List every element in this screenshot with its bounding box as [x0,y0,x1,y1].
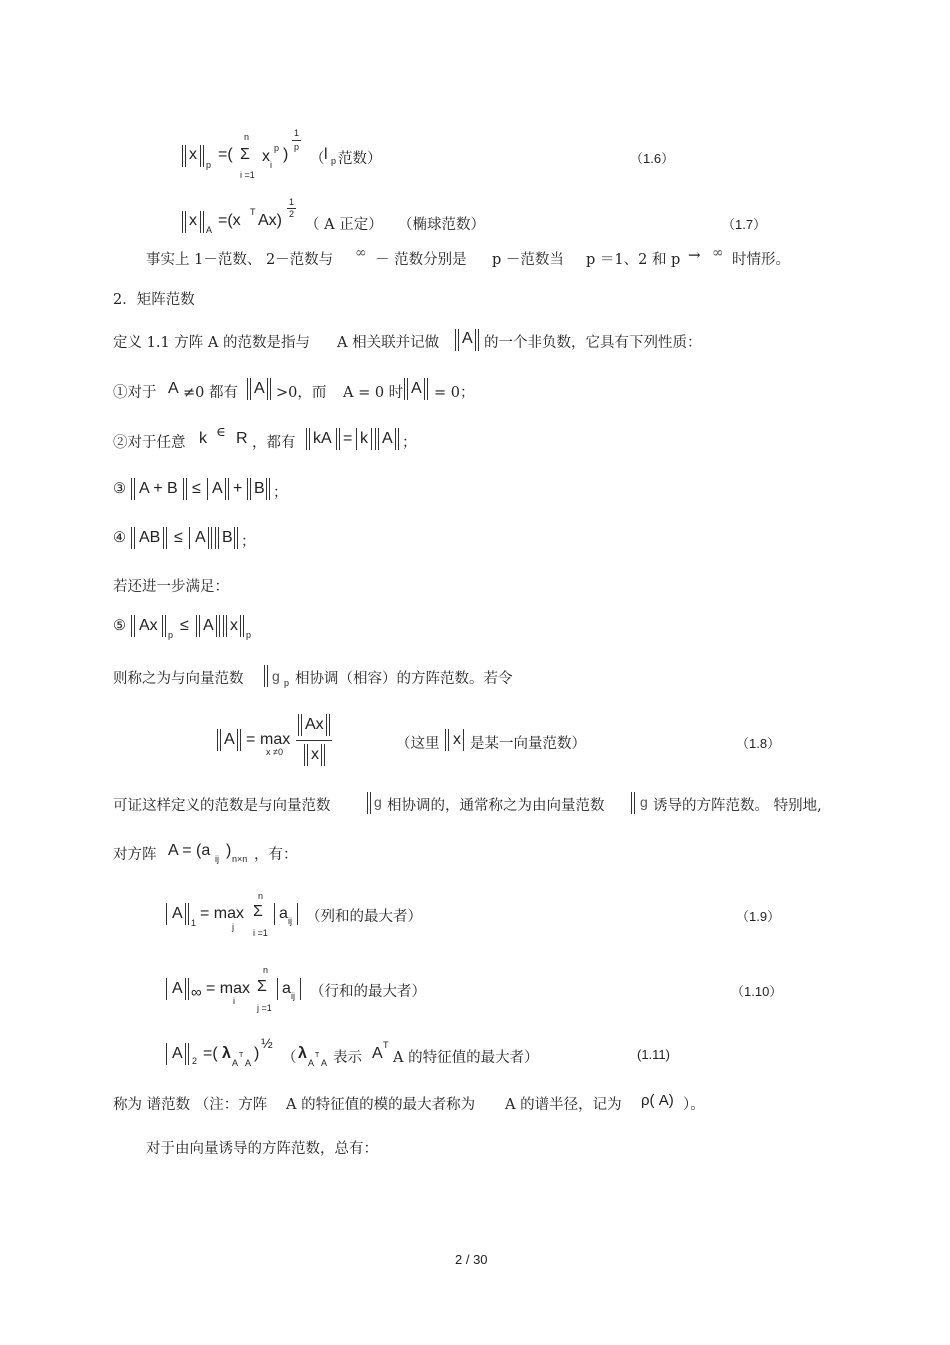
paragraph-induced-always: 对于由向量诱导的方阵范数，总有： [146,1141,378,1157]
further-condition-text: 若还进一步满足： [113,579,229,595]
section-title: 2．矩阵范数 [113,292,195,308]
page-number: 2 / 30 [455,1252,488,1267]
